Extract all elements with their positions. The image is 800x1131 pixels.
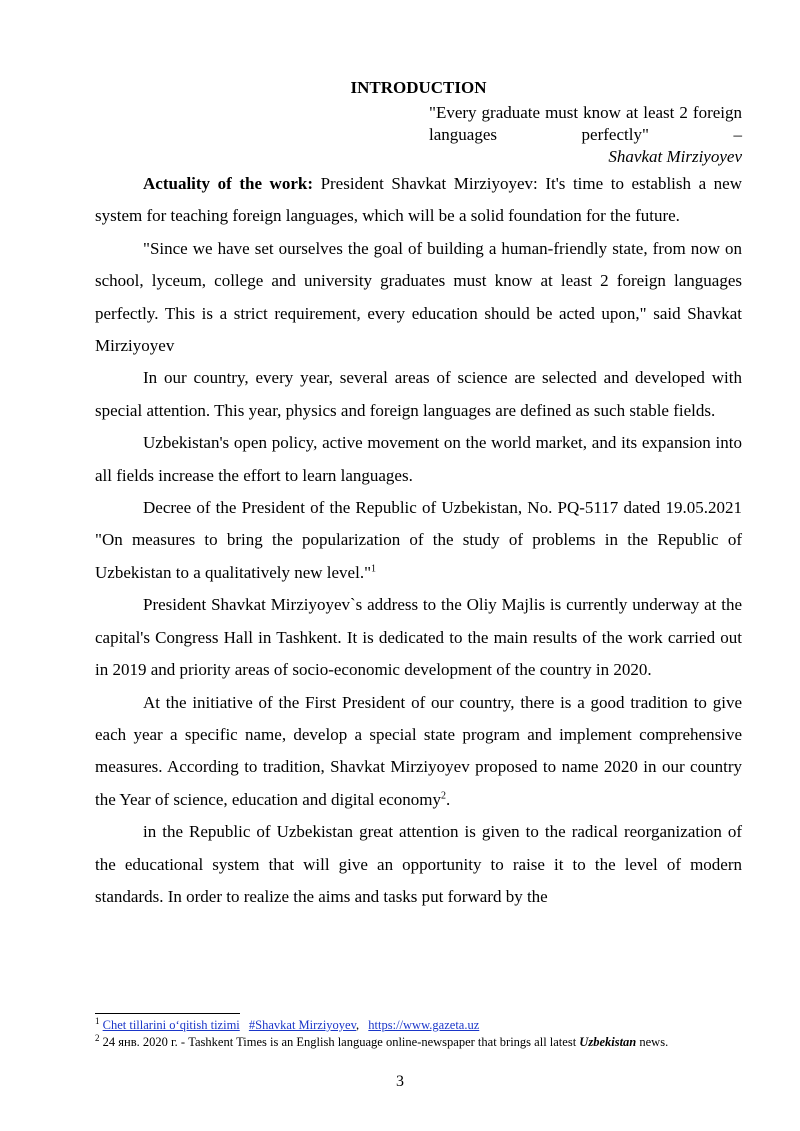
footnote-ref-2[interactable]: 2 [441, 790, 447, 802]
footnotes [95, 1013, 742, 1051]
footnote-1-link-tag[interactable]: #Shavkat Mirziyoyev [248, 1018, 357, 1032]
footnote-2-number: 2 [95, 1032, 100, 1043]
page-number: 3 [396, 1073, 404, 1090]
paragraph-address: President Shavkat Mirziyoyev`s address to the Oliy Majlis is currently underway at the capital's Congress Hall in Tashkent. It is dedicated to the main results of the work carried out in 2019 and priority areas of socio-economic development of the country in 2020. [95, 595, 742, 680]
paragraph-science-areas: In our country, every year, several areas of science are selected and developed with special attention. This year, physics and foreign languages are defined as such stable fields. [95, 368, 742, 420]
footnote-ref-1[interactable]: 1 [371, 563, 377, 575]
footnote-1-number: 1 [95, 1015, 100, 1026]
footnote-1-separator: , [356, 1018, 360, 1032]
footnote-divider [95, 1013, 240, 1014]
footnote-2-bold: Uzbekistan [579, 1035, 637, 1049]
document-page [95, 70, 742, 913]
paragraph-tradition-text: At the initiative of the First President of our country, there is a good tradition to give each year a specific name, develop a special state program and implement comprehensive measures. According to tradition, Shavkat Mirziyoyev proposed to name 2020 in our country the Year of science, education and digital economy [95, 692, 742, 809]
footnote-2-text: 24 янв. 2020 г. - Tashkent Times is an English language online-newspaper that brings all latest [102, 1035, 580, 1049]
footnote-1 [95, 1017, 742, 1034]
paragraph-decree-text: Decree of the President of the Republic of Uzbekistan, No. PQ-5117 dated 19.05.2021 "On measures to bring the popularization of the study of problems in the Republic of Uzbekistan to a qualitatively new level." [95, 498, 742, 582]
epigraph-quote: "Every graduate must know at least 2 foreign languages perfectly" – [429, 103, 742, 144]
paragraph-tradition-end: . [446, 789, 451, 809]
footnote-1-link-article[interactable]: Chet tillarini o‘qitish tizimi [102, 1018, 240, 1032]
actuality-label: Actuality of the work: [143, 174, 313, 193]
paragraph-actuality-text: President Shavkat Mirziyoyev: It's time to establish a new system for teaching foreign languages, which will be a solid foundation for the future. [95, 174, 742, 226]
paragraph-actuality [95, 168, 742, 233]
paragraph-reorganization: in the Republic of Uzbekistan great attention is given to the radical reorganization of the educational system that will give an opportunity to raise it to the level of modern standards. In order to realize the aims and tasks put forward by the [95, 822, 742, 906]
paragraph-quote: "Since we have set ourselves the goal of building a human-friendly state, from now on school, lyceum, college and university graduates must know at least 2 foreign languages perfectly. This is a strict requirement, every education should be acted upon," said Shavkat Mirziyoyev [95, 238, 742, 356]
page-title: INTRODUCTION [350, 78, 487, 97]
paragraph-decree [95, 492, 742, 589]
footnote-2 [95, 1034, 742, 1051]
epigraph [429, 102, 742, 168]
paragraph-open-policy: Uzbekistan's open policy, active movement on the world market, and its expansion into all fields increase the effort to learn languages. [95, 433, 742, 485]
footnote-2-end: news. [636, 1035, 669, 1049]
paragraph-tradition [95, 687, 742, 817]
epigraph-author: Shavkat Mirziyoyev [608, 147, 742, 166]
footnote-1-link-url[interactable]: https://www.gazeta.uz [368, 1018, 480, 1032]
